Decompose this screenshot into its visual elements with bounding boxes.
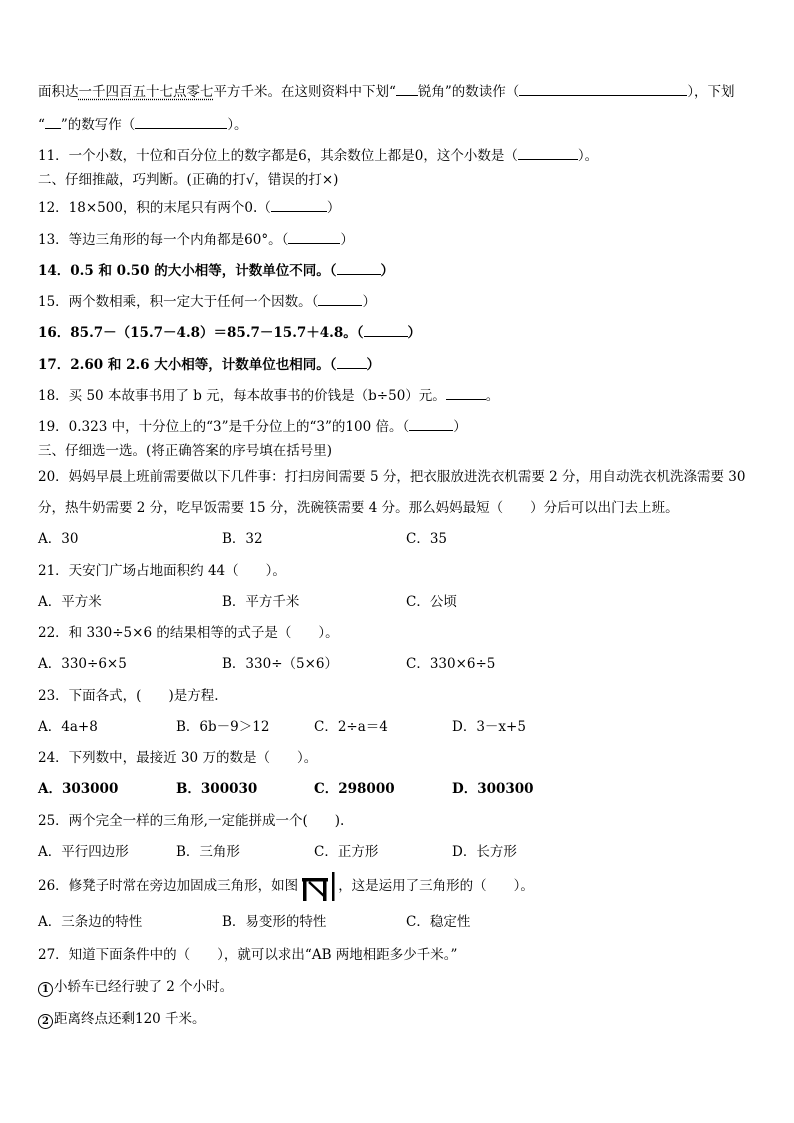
option-d[interactable]: D．300300: [452, 781, 534, 797]
question-text: 16．85.7－（15.7－4.8）＝85.7－15.7＋4.8。（: [38, 325, 364, 341]
option-a[interactable]: A．平行四边形: [38, 844, 129, 860]
question-17: [38, 355, 380, 373]
question-21: 21．天安门广场占地面积约 44（ ）。: [38, 563, 286, 579]
question-12: [38, 198, 340, 216]
stool-brace-figure: [300, 872, 336, 902]
section-2-heading: 二、仔细推敲，巧判断。(正确的打√，错误的打×): [38, 172, 339, 188]
option-a[interactable]: A．4a+8: [38, 719, 98, 735]
q10-text: 平方千米。在这则资料中下划“: [213, 84, 396, 100]
question-18: [38, 386, 499, 404]
question-23: 23．下面各式，( )是方程.: [38, 688, 219, 704]
q10-answer-blank-1[interactable]: [519, 82, 687, 96]
question-text: 13．等边三角形的每一个内角都是60°。（: [38, 232, 289, 248]
question-20-line-2: 分，热牛奶需要 2 分，吃早饭需要 15 分，洗碗筷需要 4 分。那么妈妈最短（ ）分后可以出门去上班。: [38, 500, 679, 516]
question-15: [38, 292, 376, 310]
option-b[interactable]: B．三角形: [176, 844, 240, 860]
option-b[interactable]: B．32: [222, 531, 263, 547]
option-d[interactable]: D．3－x+5: [452, 719, 526, 735]
question-text: 15．两个数相乘，积一定大于任何一个因数。（: [38, 294, 319, 310]
q10-text: ），下划: [687, 84, 735, 100]
question-text: ，这是运用了三角形的（ ）。: [338, 878, 534, 894]
q10-text: ”的数写作（: [60, 117, 136, 133]
option-c[interactable]: C．正方形: [314, 844, 379, 860]
question-text: 19．0.323 中，十分位上的“3”是千分位上的“3”的100 倍。（: [38, 419, 410, 435]
answer-blank[interactable]: [337, 261, 381, 275]
question-24: 24．下列数中，最接近 30 万的数是（ ）。: [38, 750, 318, 766]
question-text: 18．买 50 本故事书用了 b 元，每本故事书的价钱是（b÷50）元。: [38, 388, 446, 404]
option-b[interactable]: B．易变形的特性: [222, 914, 327, 930]
question-text: 11．一个小数，十位和百分位上的数字都是6，其余数位上都是0，这个小数是（: [38, 148, 518, 164]
question-text-end: ）: [340, 232, 354, 248]
question-13: [38, 230, 354, 248]
question-20-line-1: 20．妈妈早晨上班前需要做以下几件事：打扫房间需要 5 分，把衣服放进洗衣机需要 2 分，用自动洗衣机洗涤需要 30: [38, 469, 746, 485]
option-d[interactable]: D．长方形: [452, 844, 517, 860]
question-26: [38, 871, 534, 902]
option-a[interactable]: A．303000: [38, 781, 119, 797]
condition-1: [38, 979, 233, 997]
q10-text: 锐角”的数读作（: [417, 84, 520, 100]
q10-answer-blank-2[interactable]: [135, 115, 227, 129]
answer-blank[interactable]: [337, 355, 367, 369]
answer-blank[interactable]: [409, 417, 453, 431]
question-text-end: ）。: [577, 148, 599, 164]
question-text-end: ）: [362, 294, 376, 310]
q10-line-2: [38, 115, 248, 133]
question-text-end: ）: [453, 419, 467, 435]
q10-line-1: [38, 82, 735, 100]
answer-blank[interactable]: [318, 292, 362, 306]
condition-2: [38, 1011, 206, 1029]
question-text-end: ）: [366, 357, 381, 373]
answer-blank[interactable]: [364, 323, 408, 337]
option-c[interactable]: C．公顷: [406, 594, 457, 610]
option-c[interactable]: C．2÷a＝4: [314, 719, 388, 735]
option-c[interactable]: C．35: [406, 531, 448, 547]
question-14: [38, 261, 394, 279]
q10-underline-mark: [396, 82, 418, 96]
answer-blank[interactable]: [288, 230, 340, 244]
q10-text: 面积达: [38, 84, 79, 100]
q10-text: “: [38, 117, 45, 133]
answer-blank[interactable]: [446, 386, 486, 400]
question-text-end: ）: [407, 325, 422, 341]
option-b[interactable]: B．6b－9＞12: [176, 719, 270, 735]
question-text: 12．18×500，积的末尾只有两个0.（: [38, 200, 271, 216]
question-11: [38, 146, 598, 164]
q10-text: ）。: [227, 117, 248, 133]
answer-blank[interactable]: [518, 146, 578, 160]
question-text-end: ）: [380, 263, 395, 279]
option-a[interactable]: A．30: [38, 531, 79, 547]
question-text-end: 。: [485, 388, 500, 404]
option-c[interactable]: C．330×6÷5: [406, 656, 496, 672]
option-b[interactable]: B．300030: [176, 781, 258, 797]
question-text: 14．0.5 和 0.50 的大小相等，计数单位不同。（: [38, 263, 337, 279]
question-16: [38, 323, 421, 341]
circled-number-2: 2: [38, 1014, 53, 1029]
condition-text: 距离终点还剩120 千米。: [54, 1011, 206, 1027]
q10-underline-mark: [45, 115, 61, 129]
option-b[interactable]: B．330÷（5×6）: [222, 656, 338, 672]
option-a[interactable]: A．330÷6×5: [38, 656, 127, 672]
question-22: 22．和 330÷5×6 的结果相等的式子是（ ）。: [38, 625, 339, 641]
option-a[interactable]: A．三条边的特性: [38, 914, 143, 930]
question-text-end: ）: [326, 200, 341, 216]
answer-blank[interactable]: [271, 198, 327, 212]
question-25: 25．两个完全一样的三角形,一定能拼成一个( ).: [38, 813, 345, 829]
section-3-heading: 三、仔细选一选。(将正确答案的序号填在括号里): [38, 443, 333, 459]
option-b[interactable]: B．平方千米: [222, 594, 300, 610]
option-a[interactable]: A．平方米: [38, 594, 102, 610]
q10-underlined-number: 一千四百五十七点零七: [78, 84, 214, 100]
question-19: [38, 417, 467, 435]
question-27: 27．知道下面条件中的（ ），就可以求出“AB 两地相距多少千米。”: [38, 947, 458, 963]
circled-number-1: 1: [38, 982, 53, 997]
question-text: 26．修凳子时常在旁边加固成三角形，如图: [38, 878, 299, 894]
option-c[interactable]: C．稳定性: [406, 914, 471, 930]
question-text: 17．2.60 和 2.6 大小相等，计数单位也相同。（: [38, 357, 337, 373]
option-c[interactable]: C．298000: [314, 781, 395, 797]
condition-text: 小轿车已经行驶了 2 个小时。: [54, 979, 234, 995]
